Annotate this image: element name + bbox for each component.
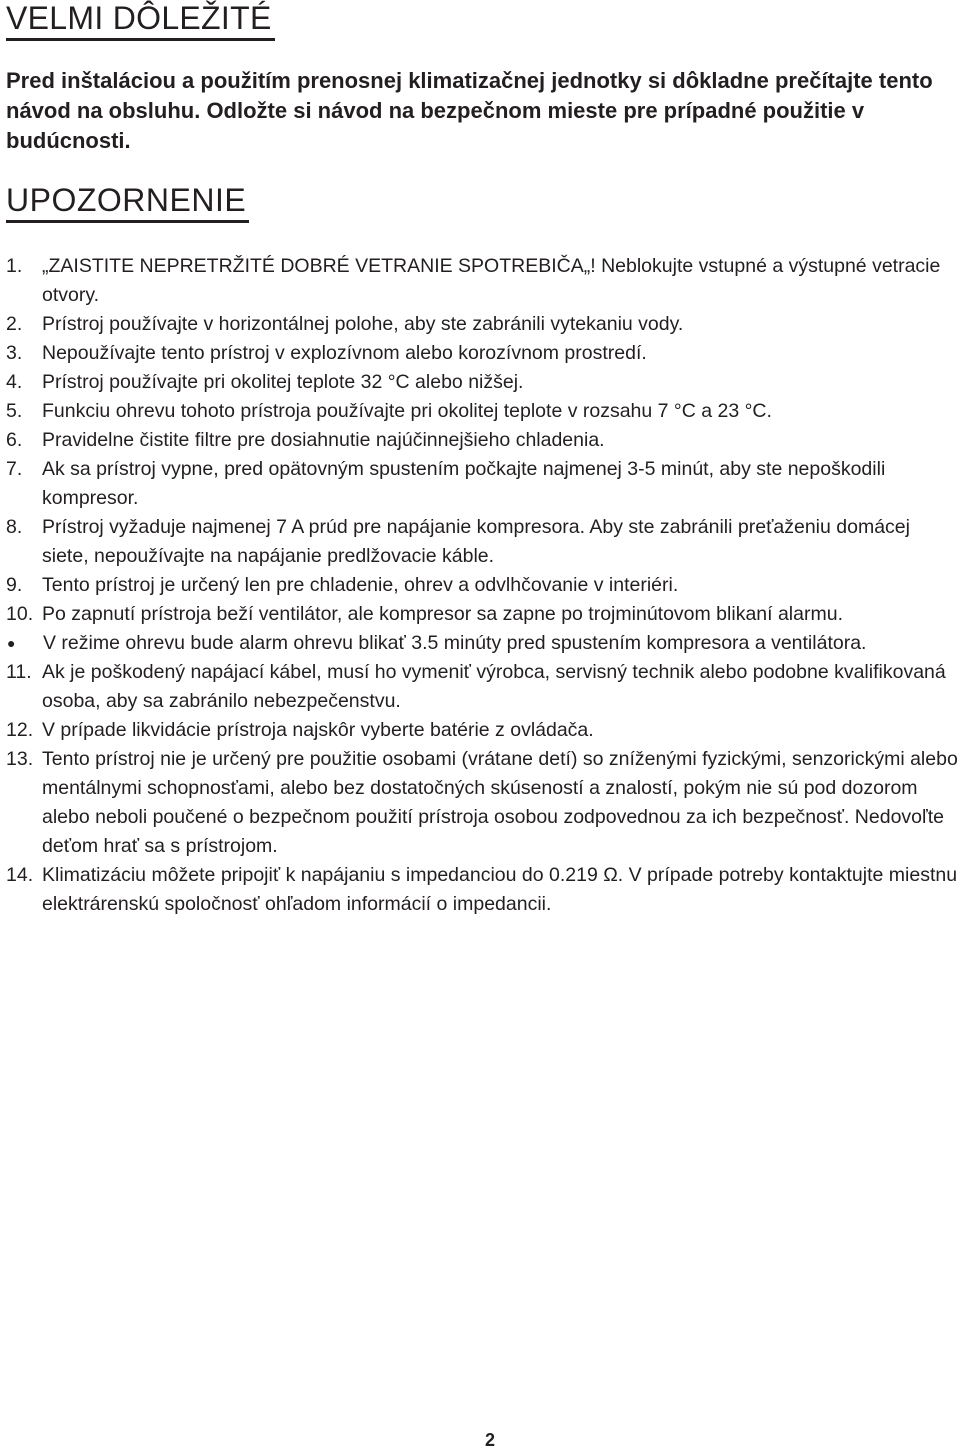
item-marker: 11. [6,661,32,683]
item-text: V prípade likvidácie prístroja najskôr vyberte batérie z ovládača. [42,719,594,741]
intro-paragraph: Pred inštaláciou a použitím prenosnej klimatizačnej jednotky si dôkladne prečítajte tento návod na obsluhu. Odložte si návod na bezpečnom mieste pre prípadné použitie v budúcnosti. [6,68,933,153]
item-marker: 12. [6,719,34,741]
list-item-3 [6,339,960,368]
item-text: Tento prístroj nie je určený pre použitie osobami (vrátane detí) so zníženými fyzickými, senzorickými alebo mentálnymi schopnosťami, alebo bez dostatočných skúseností a znalostí, pokým nie sú pod dozorom alebo neboli poučené o bezpečnom použití prístroja osobou zodpovednou za ich bezpečnosť. Nedovoľte deťom hrať sa s prístrojom. [42,748,958,857]
item-text: Pravidelne čistite filtre pre dosiahnutie najúčinnejšieho chladenia. [42,429,605,451]
list-item-9 [6,571,960,600]
list-item-4 [6,368,960,397]
item-marker: 13. [6,748,34,770]
item-marker: 1. [6,255,23,277]
item-marker: 14. [6,864,34,886]
item-text: Ak je poškodený napájací kábel, musí ho vymeniť výrobca, servisný technik alebo podobne kvalifikovaná osoba, aby sa zabránilo nebezpečenstvu. [42,661,946,712]
item-text: Po zapnutí prístroja beží ventilátor, ale kompresor sa zapne po trojminútovom blikaní alarmu. [42,603,843,625]
item-text: V režime ohrevu bude alarm ohrevu blikať 3.5 minúty pred spustením kompresora a ventilátora. [43,632,867,654]
item-marker: 6. [6,429,23,451]
item-text: Ak sa prístroj vypne, pred opätovným spustením počkajte najmenej 3-5 minút, aby ste nepoškodili kompresor. [42,458,886,509]
list-item-bullet [6,629,960,658]
item-text: Klimatizáciu môžete pripojiť k napájaniu s impedanciou do 0.219 Ω. V prípade potreby kontaktujte miestnu elektrárenskú spoločnosť ohľadom informácií o impedancii. [42,864,958,915]
list-item-1 [6,252,960,310]
heading-warning: UPOZORNENIE [6,184,249,223]
item-text: Tento prístroj je určený len pre chladenie, ohrev a odvlhčovanie v interiéri. [42,574,679,596]
item-marker: 2. [6,313,23,335]
list-item-2 [6,310,960,339]
item-marker: 3. [6,342,23,364]
item-marker: 10. [6,603,34,625]
item-marker: 7. [6,458,23,480]
list-item-13 [6,745,960,861]
list-item-5 [6,397,960,426]
bullet-icon: ● [7,635,16,651]
list-item-14 [6,861,960,919]
item-marker: 9. [6,574,23,596]
item-text: Prístroj používajte v horizontálnej polohe, aby ste zabránili vytekaniu vody. [42,313,684,335]
list-item-11 [6,658,960,716]
item-text: „ZAISTITE NEPRETRŽITÉ DOBRÉ VETRANIE SPOTREBIČA„! Neblokujte vstupné a výstupné vetracie otvory. [42,255,941,306]
item-text: Funkciu ohrevu tohoto prístroja používajte pri okolitej teplote v rozsahu 7 °C a 23 °C. [42,400,772,422]
list-item-7 [6,455,960,513]
item-marker: 8. [6,516,23,538]
heading-important: VELMI DÔLEŽITÉ [6,2,275,41]
item-text: Prístroj používajte pri okolitej teplote 32 °C alebo nižšej. [42,371,524,393]
item-text: Nepoužívajte tento prístroj v explozívnom alebo korozívnom prostredí. [42,342,647,364]
item-marker: 5. [6,400,23,422]
list-item-12 [6,716,960,745]
list-item-8 [6,513,960,571]
warning-list [6,252,960,919]
list-item-6 [6,426,960,455]
list-item-10 [6,600,960,629]
page-number: 2 [484,1430,495,1450]
item-marker: 4. [6,371,23,393]
item-text: Prístroj vyžaduje najmenej 7 A prúd pre napájanie kompresora. Aby ste zabránili preťaženiu domácej siete, nepoužívajte na napájanie predlžovacie káble. [42,516,910,567]
